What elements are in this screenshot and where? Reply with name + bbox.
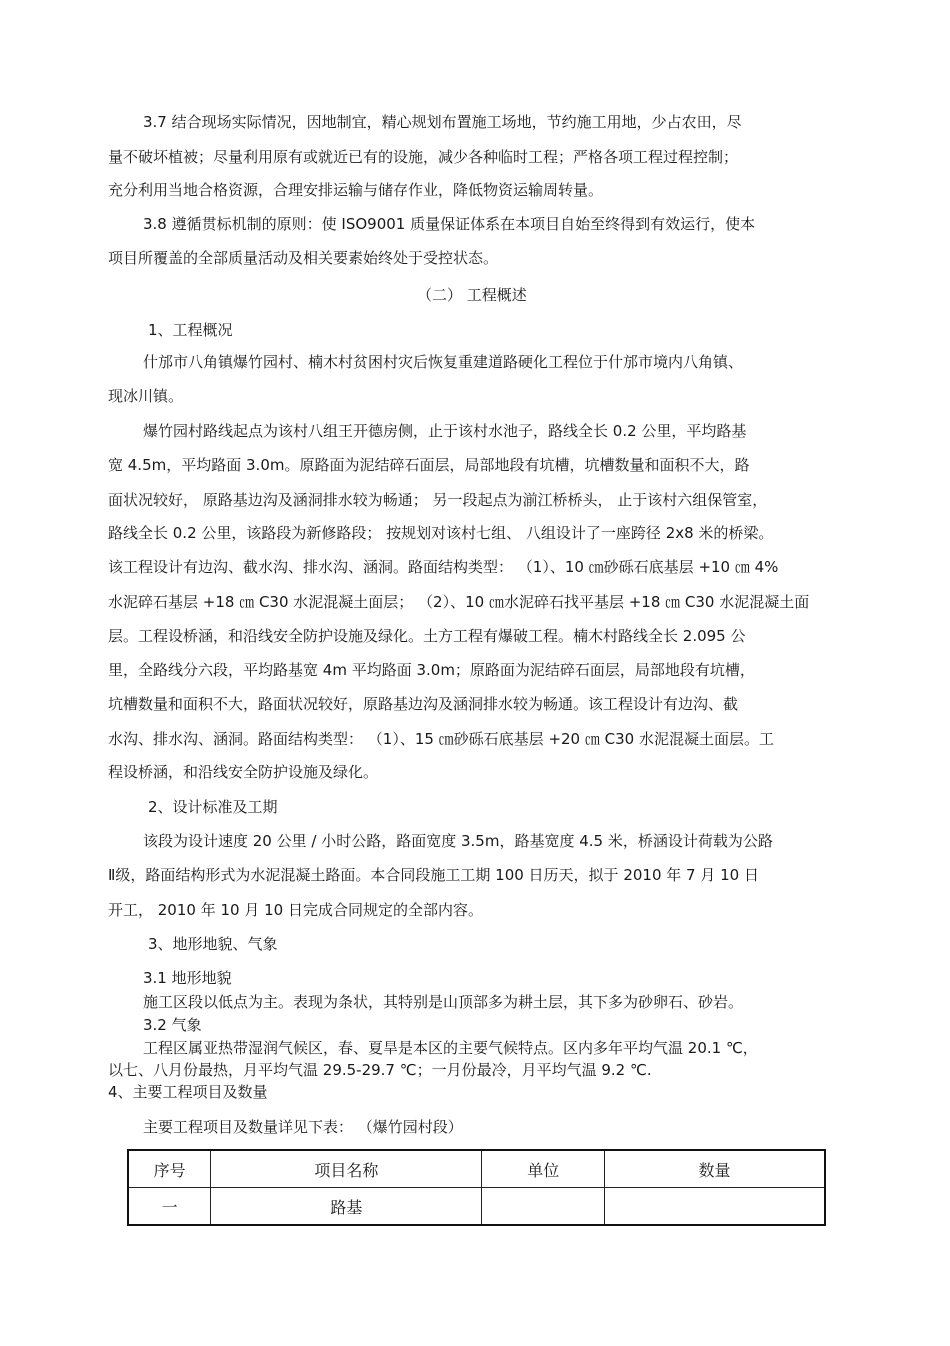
table-row — [128, 1188, 825, 1226]
text-line: 充分利用当地合格资源，合理安排运输与储存作业，降低物资运输周转量。 — [108, 181, 604, 199]
text-line: 量不破坏植被；尽量利用原有或就近已有的设施，减少各种临时工程；严格各项工程过程控制； — [108, 148, 739, 166]
text-line: 项目所覆盖的全部质量活动及相关要素始终处于受控状态。 — [108, 249, 499, 267]
text-line: 现冰川镇。 — [108, 387, 184, 405]
quantity-table — [127, 1149, 826, 1226]
text-line: 程设桥涵，和沿线安全防护设施及绿化。 — [108, 763, 379, 781]
table-header-row — [128, 1150, 825, 1188]
text-line: Ⅱ级，路面结构形式为水泥混凝土路面。本合同段施工工期 100 日历天，拟于 2010 年 7 月 10 日 — [108, 866, 759, 884]
cell-item-name: 路基 — [211, 1188, 482, 1226]
heading-overview: 1、工程概况 — [148, 321, 233, 339]
heading-design: 2、设计标准及工期 — [148, 798, 278, 816]
text-line: 以七、八月份最热，月平均气温 29.5-29.7 ℃；一月份最冷，月平均气温 9.2 ℃. — [108, 1061, 652, 1079]
text-line: 3.8 遵循贯标机制的原则：使 ISO9001 质量保证体系在本项目自始至终得到有效运行，使本 — [143, 215, 756, 233]
text-line: 爆竹园村路线起点为该村八组王开德房侧，止于该村水池子，路线全长 0.2 公里，平均路基 — [143, 422, 747, 440]
cell-unit — [482, 1188, 605, 1226]
heading-main-items: 4、主要工程项目及数量 — [108, 1083, 268, 1101]
col-header-item-name: 项目名称 — [211, 1150, 482, 1188]
text-line: 宽 4.5m，平均路面 3.0m。原路面为泥结碎石面层，局部地段有坑槽，坑槽数量和面积不大，路 — [108, 456, 750, 474]
text-line: 路线全长 0.2 公里，该路段为新修路段； 按规划对该村七组、 八组设计了一座跨径 2x8 米的桥梁。 — [108, 524, 774, 542]
col-header-quantity: 数量 — [605, 1150, 825, 1188]
text-line: 面状况较好， 原路基边沟及涵洞排水较为畅通； 另一段起点为湔江桥桥头， 止于该村六组保管室， — [108, 491, 768, 509]
col-header-index: 序号 — [128, 1150, 211, 1188]
text-line: 水沟、排水沟、涵洞。路面结构类型： （1）、15 ㎝砂砾石底基层 +20 ㎝ C30 水泥混凝土面层。工 — [108, 730, 774, 748]
cell-quantity — [605, 1188, 825, 1226]
text-line: 什邡市八角镇爆竹园村、楠木村贫困村灾后恢复重建道路硬化工程位于什邡市境内八角镇、 — [143, 353, 744, 371]
text-line: 该工程设计有边沟、截水沟、排水沟、涵洞。路面结构类型： （1）、10 ㎝砂砾石底基层 +10 ㎝ 4% — [108, 558, 779, 576]
table-caption: 主要工程项目及数量详见下表： （爆竹园村段） — [143, 1118, 463, 1136]
text-line: 开工， 2010 年 10 月 10 日完成合同规定的全部内容。 — [108, 901, 483, 919]
subheading-terrain: 3.1 地形地貌 — [143, 969, 232, 987]
text-line: 工程区属亚热带湿润气候区，春、夏旱是本区的主要气候特点。区内多年平均气温 20.1 ℃， — [143, 1039, 758, 1057]
text-line: 层。工程设桥涵，和沿线安全防护设施及绿化。土方工程有爆破工程。楠木村路线全长 2.095 公 — [108, 627, 746, 645]
text-line: 里，全路线分六段，平均路基宽 4m 平均路面 3.0m；原路面为泥结碎石面层，局部地段有坑槽， — [108, 661, 755, 679]
text-line: 该段为设计速度 20 公里 / 小时公路，路面宽度 3.5m，路基宽度 4.5 米，桥涵设计荷载为公路 — [143, 832, 773, 850]
text-line: 3.7 结合现场实际情况，因地制宜，精心规划布置施工场地，节约施工用地，少占农田，尽 — [143, 113, 742, 131]
heading-terrain-climate: 3、地形地貌、气象 — [148, 935, 278, 953]
text-line: 坑槽数量和面积不大，路面状况较好，原路基边沟及涵洞排水较为畅通。该工程设计有边沟、截 — [108, 695, 739, 713]
cell-index: 一 — [128, 1188, 211, 1226]
section-title: （二） 工程概述 — [417, 286, 527, 304]
text-line: 施工区段以低点为主。表现为条状，其特别是山顶部多为耕土层，其下多为砂卵石、砂岩。 — [143, 993, 744, 1011]
text-line: 水泥碎石基层 +18 ㎝ C30 水泥混凝土面层； （2）、10 ㎝水泥碎石找平基层 +18 ㎝ C30 水泥混凝土面 — [108, 593, 810, 611]
subheading-climate: 3.2 气象 — [143, 1016, 202, 1034]
col-header-unit: 单位 — [482, 1150, 605, 1188]
